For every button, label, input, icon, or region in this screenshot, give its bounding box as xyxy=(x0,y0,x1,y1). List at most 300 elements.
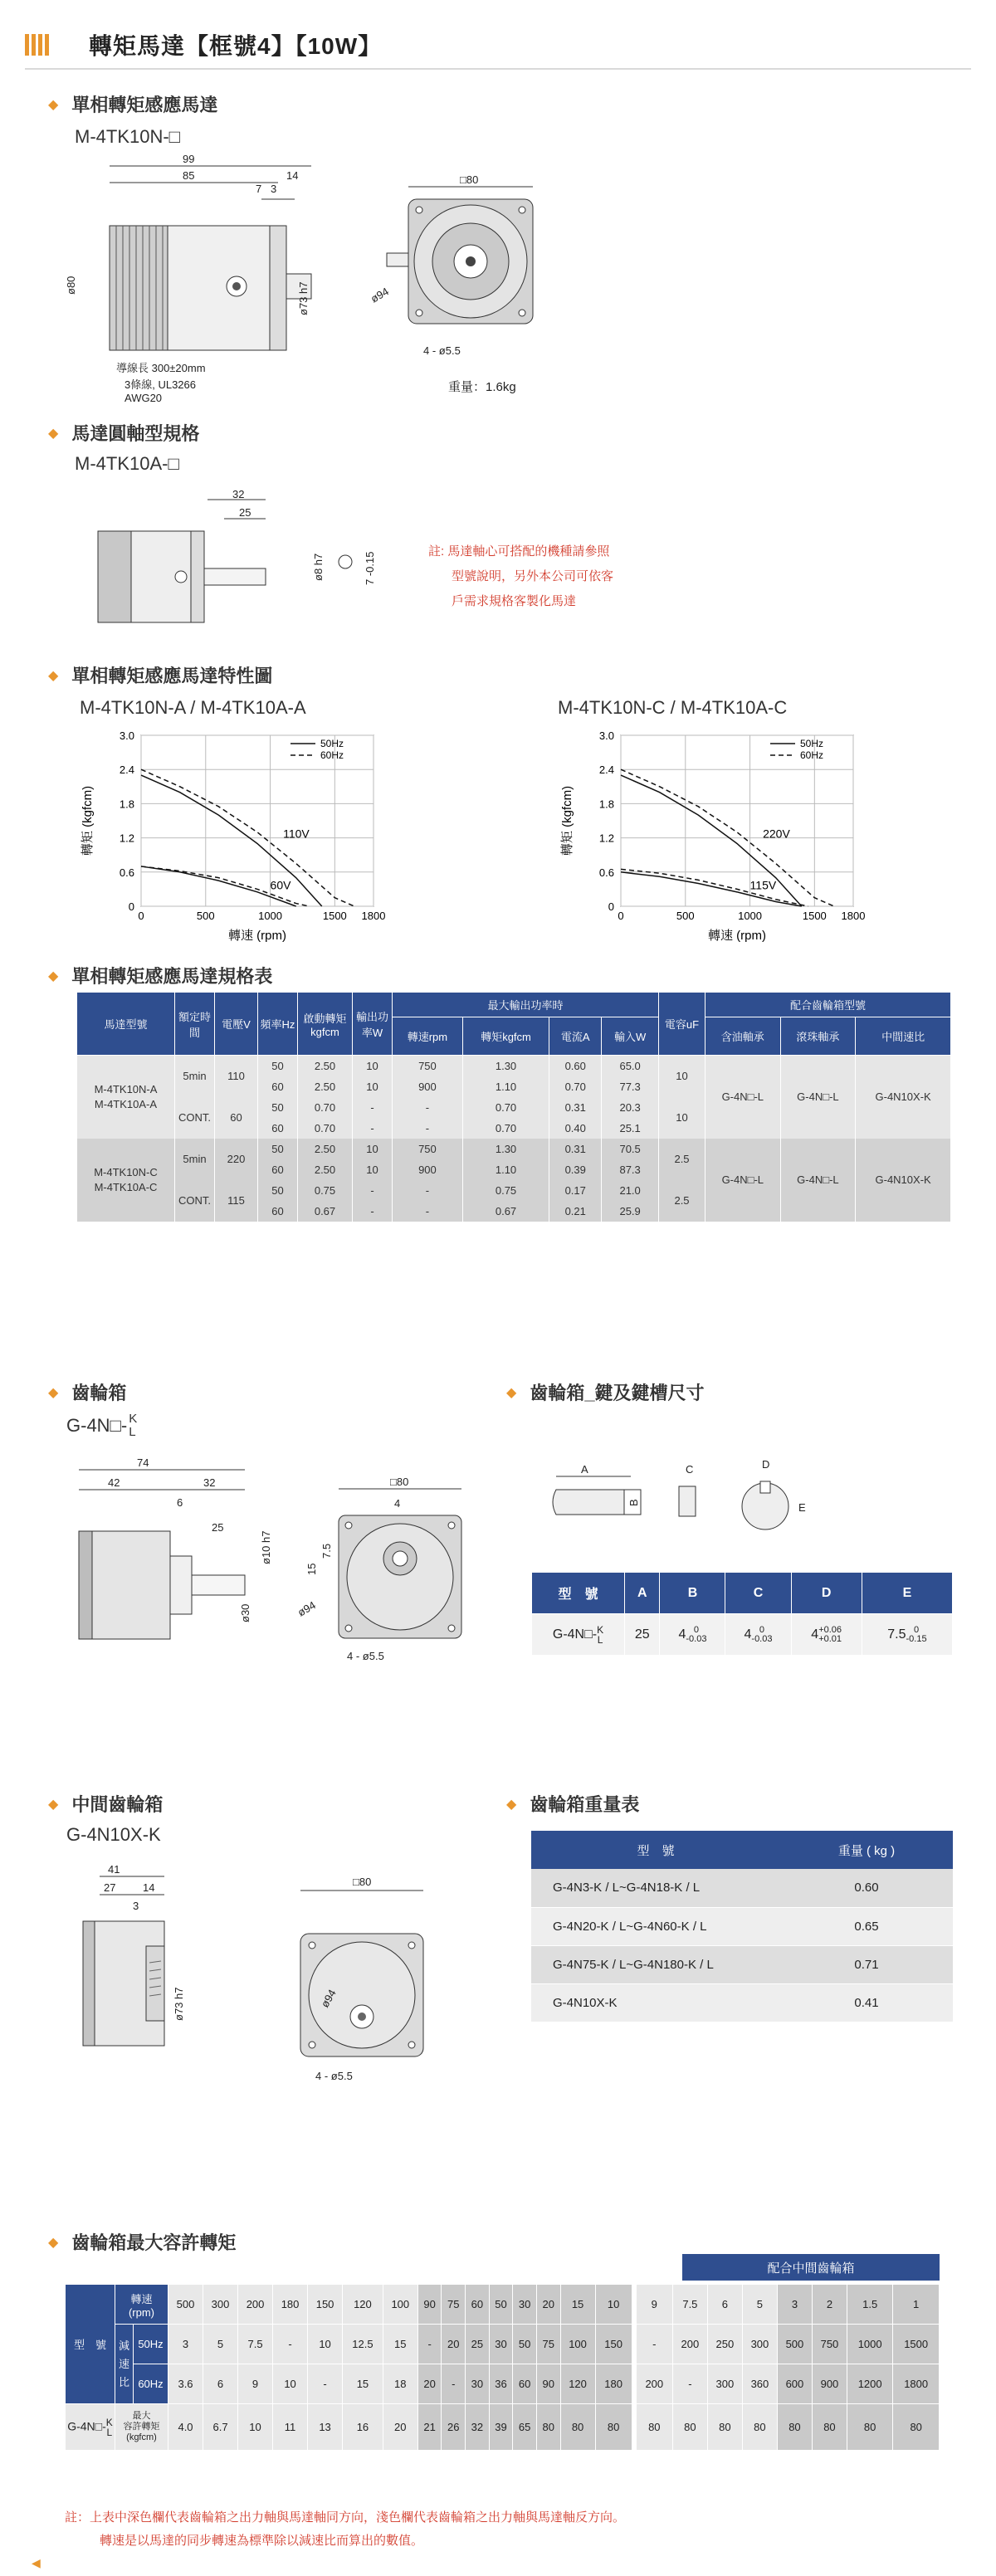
y-tick-label: 0 xyxy=(128,900,134,913)
tq-model-label: 型 號 xyxy=(66,2285,115,2404)
x-tick-label: 0 xyxy=(618,910,624,922)
ratio60-cell: 10 xyxy=(273,2364,308,2404)
dim-14: 14 xyxy=(286,169,299,182)
holes-label: 4 - ø5.5 xyxy=(423,344,461,357)
y-tick-label: 1.2 xyxy=(119,832,134,845)
col-g3: 中間速比 xyxy=(856,1017,951,1056)
spec-cap-cell: 2.5 xyxy=(659,1180,706,1222)
dim-7: 7 xyxy=(256,183,262,195)
section-title-text: 齒輪箱 xyxy=(71,1383,127,1403)
section-title-text: 齒輪箱_鍵及鍵槽尺寸 xyxy=(530,1383,705,1403)
weight-row xyxy=(531,1983,953,2022)
spec-cap-cell: 2.5 xyxy=(659,1139,706,1180)
speed-cell: 180 xyxy=(273,2285,308,2325)
speed-cell: 90 xyxy=(417,2285,442,2325)
ratio60-cell: 200 xyxy=(634,2364,673,2404)
dim-sq80: □80 xyxy=(353,1876,372,1888)
section-title-key xyxy=(506,1379,705,1405)
speed-label: 轉速 xyxy=(130,2292,153,2305)
spec-input-cell: 65.0 xyxy=(602,1056,659,1076)
torque-cell: 80 xyxy=(812,2404,847,2451)
midgear-side-drawing xyxy=(66,1863,232,2054)
spec-out-cell: 10 xyxy=(353,1056,393,1076)
motor-model: M-4TK10N-□ xyxy=(75,126,180,147)
spec-rated-cell: 5min xyxy=(175,1139,215,1180)
diamond-icon: ◆ xyxy=(48,426,59,441)
ratio60-cell: 6 xyxy=(203,2364,238,2404)
shaft-drawing xyxy=(83,490,432,631)
key-e-tol xyxy=(906,1626,926,1644)
ratio60-cell: 60 xyxy=(513,2364,537,2404)
dim-74: 74 xyxy=(137,1456,149,1469)
section-title-shaft xyxy=(48,420,199,446)
speed-cell: 5 xyxy=(742,2285,777,2325)
ratio50-cell: 75 xyxy=(536,2325,560,2364)
y-tick-label: 2.4 xyxy=(598,764,614,777)
ratio60-cell: 1800 xyxy=(893,2364,940,2404)
torque-cell: 80 xyxy=(847,2404,892,2451)
section-title-gearbox xyxy=(48,1379,126,1405)
spec-rated-cell: CONT. xyxy=(175,1180,215,1222)
key-c-base: 4 xyxy=(744,1627,752,1642)
shaft-note-line: 戶需求規格客製化馬達 xyxy=(452,594,577,608)
x-axis-label: 轉速 (rpm) xyxy=(708,929,766,943)
ratio60-cell: - xyxy=(308,2364,343,2404)
lead-awg: AWG20 xyxy=(124,392,163,404)
torque-cell: 80 xyxy=(560,2404,595,2451)
mid-gear-header: 配合中間齒輪箱 xyxy=(682,2254,940,2281)
torque-table xyxy=(65,2284,940,2451)
weight-model-cell: G-4N75-K / L~G-4N180-K / L xyxy=(531,1945,780,1983)
ratio50-cell: 250 xyxy=(707,2325,742,2364)
spec-gear-ball-cell: G-4N□-L xyxy=(780,1056,856,1139)
page-header xyxy=(25,28,382,61)
dim-80: ø80 xyxy=(65,276,77,295)
torque-cell: 10 xyxy=(238,2404,273,2451)
diamond-icon: ◆ xyxy=(48,968,59,983)
section-title-text: 齒輪箱最大容許轉矩 xyxy=(71,2232,237,2253)
y-tick-label: 1.8 xyxy=(119,798,134,811)
ratio50-cell: 12.5 xyxy=(343,2325,383,2364)
speed-unit: (rpm) xyxy=(128,2305,155,2319)
gearbox-model-suffix xyxy=(129,1412,137,1439)
ratio60-cell: 120 xyxy=(560,2364,595,2404)
legend-label: 60Hz xyxy=(800,749,824,761)
spec-cap-cell: 10 xyxy=(659,1056,706,1097)
col-model: 馬達型號 xyxy=(77,993,175,1056)
spec-rated-cell: CONT. xyxy=(175,1097,215,1139)
spec-out-cell: - xyxy=(353,1201,393,1222)
legend-label: 50Hz xyxy=(320,738,344,749)
torque-cell: 13 xyxy=(308,2404,343,2451)
x-tick-label: 1800 xyxy=(841,910,866,922)
weight-kg-cell: 0.60 xyxy=(780,1869,953,1907)
dim-30: ø30 xyxy=(239,1603,251,1622)
spec-out-cell: 10 xyxy=(353,1159,393,1180)
weight-table xyxy=(531,1831,953,2022)
gearbox-model-text: G-4N□- xyxy=(66,1415,128,1436)
weight-col-kg: 重量 ( kg ) xyxy=(780,1831,953,1869)
spec-model-cell: M-4TK10N-A M-4TK10A-A xyxy=(77,1056,175,1139)
dim-7p5: 7.5 xyxy=(320,1543,333,1559)
page-title: 轉矩馬達【框號4】【10W】 xyxy=(89,33,383,59)
x-tick-label: 1000 xyxy=(738,910,763,922)
spec-current-cell: 0.40 xyxy=(549,1118,602,1139)
diamond-icon: ◆ xyxy=(48,668,59,683)
spec-torque-cell: 1.10 xyxy=(462,1159,549,1180)
spec-start-cell: 0.70 xyxy=(298,1118,353,1139)
key-table xyxy=(531,1572,953,1656)
dim-6: 6 xyxy=(177,1496,183,1509)
voltage-label: 220V xyxy=(763,827,790,841)
spec-torque-cell: 0.75 xyxy=(462,1180,549,1201)
col-cap: 電容uF xyxy=(659,993,706,1056)
torque-cell: 16 xyxy=(343,2404,383,2451)
ratio60-cell: 90 xyxy=(536,2364,560,2404)
voltage-label: 115V xyxy=(749,878,777,892)
torque-cell: 20 xyxy=(383,2404,417,2451)
ratio50-cell: 100 xyxy=(560,2325,595,2364)
ratio60-cell: 20 xyxy=(417,2364,442,2404)
spec-speed-cell: - xyxy=(393,1180,463,1201)
col-volt: 電壓V xyxy=(215,993,258,1056)
speed-cell: 100 xyxy=(383,2285,417,2325)
spec-out-cell: 10 xyxy=(353,1076,393,1097)
key-e-base: 7.5 xyxy=(887,1627,906,1642)
key-d-tol xyxy=(818,1626,842,1644)
spec-current-cell: 0.70 xyxy=(549,1076,602,1097)
tq-60hz-label: 60Hz xyxy=(134,2364,168,2404)
voltage-label: 60V xyxy=(270,878,291,892)
dim-sq80: □80 xyxy=(390,1476,409,1488)
gearbox-model xyxy=(66,1412,137,1439)
y-tick-label: 0.6 xyxy=(119,866,134,879)
lead-length: 導線長 300±20mm xyxy=(116,362,206,374)
ratio50-cell: - xyxy=(417,2325,442,2364)
ratio50-cell: 7.5 xyxy=(238,2325,273,2364)
weight-model-cell: G-4N10X-K xyxy=(531,1983,780,2022)
key-b-tol xyxy=(686,1626,706,1644)
spec-out-cell: - xyxy=(353,1118,393,1139)
suffix-l: L xyxy=(106,2426,113,2438)
midgear-model: G-4N10X-K xyxy=(66,1824,161,1845)
dim-32: 32 xyxy=(203,1476,216,1489)
weight-row xyxy=(531,1907,953,1945)
suffix-k: K xyxy=(129,1412,138,1426)
dim-15: 15 xyxy=(305,1563,318,1575)
label-e: E xyxy=(798,1501,806,1514)
spec-start-cell: 2.50 xyxy=(298,1056,353,1076)
spec-start-cell: 2.50 xyxy=(298,1159,353,1180)
section-title-text: 單相轉矩感應馬達 xyxy=(71,95,218,115)
key-val-b xyxy=(660,1614,725,1656)
title-divider xyxy=(25,68,971,70)
key-val-a: 25 xyxy=(625,1614,660,1656)
holes-label: 4 - ø5.5 xyxy=(315,2070,353,2082)
spec-volt-cell: 220 xyxy=(215,1139,258,1180)
spec-volt-cell: 110 xyxy=(215,1056,258,1097)
ratio60-cell: 9 xyxy=(238,2364,273,2404)
spec-start-cell: 0.70 xyxy=(298,1097,353,1118)
legend-label: 60Hz xyxy=(320,749,344,761)
torque-cell: 11 xyxy=(273,2404,308,2451)
tq-gear-label xyxy=(66,2404,115,2451)
spec-gear-mid-cell: G-4N10X-K xyxy=(856,1056,951,1139)
x-tick-label: 0 xyxy=(138,910,144,922)
spec-torque-cell: 1.30 xyxy=(462,1056,549,1076)
x-axis-label: 轉速 (rpm) xyxy=(228,929,286,943)
dim-32: 32 xyxy=(232,488,245,500)
tol-up: 0 xyxy=(693,1624,699,1635)
torque-cell: 26 xyxy=(442,2404,466,2451)
key-row-model xyxy=(532,1614,625,1656)
dim-94: ø94 xyxy=(295,1598,318,1619)
x-tick-label: 1500 xyxy=(802,910,827,922)
ratio50-cell: 10 xyxy=(308,2325,343,2364)
dim-85: 85 xyxy=(183,169,195,182)
tq-speed-label xyxy=(115,2285,168,2325)
tol-down: -0.15 xyxy=(906,1633,927,1644)
key-drawing xyxy=(548,1456,896,1539)
shaft-note xyxy=(428,539,613,614)
key-model-text: G-4N□- xyxy=(552,1627,598,1642)
tol-up: +0.06 xyxy=(818,1624,842,1635)
key-col-a: A xyxy=(625,1573,660,1614)
x-tick-label: 1500 xyxy=(322,910,347,922)
key-col-e: E xyxy=(862,1573,952,1614)
ratio60-cell: 30 xyxy=(466,2364,490,2404)
col-current: 電流A xyxy=(549,1017,602,1056)
ratio50-cell: 3 xyxy=(168,2325,203,2364)
spec-gear-oil-cell: G-4N□-L xyxy=(706,1056,781,1139)
tq-50hz-label: 50Hz xyxy=(134,2325,168,2364)
torque-cell: 65 xyxy=(513,2404,537,2451)
y-axis-label: 轉矩 (kgfcm) xyxy=(560,785,574,856)
section-title-charts xyxy=(48,662,272,688)
weight-model-cell: G-4N3-K / L~G-4N18-K / L xyxy=(531,1869,780,1907)
spec-input-cell: 20.3 xyxy=(602,1097,659,1118)
col-g2: 滾珠軸承 xyxy=(780,1017,856,1056)
dim-41: 41 xyxy=(108,1863,120,1876)
ratio60-cell: 3.6 xyxy=(168,2364,203,2404)
spec-freq-cell: 50 xyxy=(258,1139,298,1159)
col-g1: 含油軸承 xyxy=(706,1017,781,1056)
dim-3: 3 xyxy=(133,1900,139,1912)
torque-cell: 32 xyxy=(466,2404,490,2451)
spec-speed-cell: 900 xyxy=(393,1076,463,1097)
spec-input-cell: 21.0 xyxy=(602,1180,659,1201)
dim-4: 4 xyxy=(394,1497,401,1510)
section-title-text: 馬達圓軸型規格 xyxy=(71,423,200,444)
diamond-icon: ◆ xyxy=(506,1797,517,1812)
ratio50-cell: - xyxy=(634,2325,673,2364)
ratio60-cell: - xyxy=(672,2364,707,2404)
lead-spec: 3條線, UL3266 xyxy=(124,378,196,391)
gearbox-front-drawing xyxy=(295,1476,490,1675)
shaft-model: M-4TK10A-□ xyxy=(75,453,179,474)
dim-25: 25 xyxy=(212,1521,224,1534)
col-start: 啟動轉矩kgfcm xyxy=(298,993,353,1056)
torque-note-line1: 註：上表中深色欄代表齒輪箱之出力軸與馬達軸同方向，淺色欄代表齒輪箱之出力軸與馬達軸反方向。 xyxy=(65,2510,626,2525)
spec-speed-cell: 750 xyxy=(393,1056,463,1076)
spec-current-cell: 0.17 xyxy=(549,1180,602,1201)
section-title-text: 單相轉矩感應馬達規格表 xyxy=(71,966,273,987)
label-b: B xyxy=(627,1499,640,1506)
section-title-text: 單相轉矩感應馬達特性圖 xyxy=(71,666,273,686)
col-torque: 轉矩kgfcm xyxy=(462,1017,549,1056)
chart-2-title: M-4TK10N-C / M-4TK10A-C xyxy=(558,697,788,718)
dim-99: 99 xyxy=(183,153,195,165)
spec-start-cell: 0.75 xyxy=(298,1180,353,1201)
spec-row xyxy=(77,1139,951,1159)
spec-current-cell: 0.39 xyxy=(549,1159,602,1180)
shaft-note-line: 註: 馬達軸心可搭配的機種請參照 xyxy=(428,544,610,559)
dim-8h7: ø8 h7 xyxy=(312,553,325,581)
spec-speed-cell: 750 xyxy=(393,1139,463,1159)
dim-27: 27 xyxy=(104,1881,116,1894)
key-col-model: 型 號 xyxy=(532,1573,625,1614)
ratio60-cell: 900 xyxy=(812,2364,847,2404)
y-tick-label: 1.2 xyxy=(598,832,614,845)
section-title-weight xyxy=(506,1791,639,1817)
dim-3: 3 xyxy=(271,183,277,195)
spec-input-cell: 70.5 xyxy=(602,1139,659,1159)
y-tick-label: 1.8 xyxy=(598,798,614,811)
spec-input-cell: 87.3 xyxy=(602,1159,659,1180)
suffix-k: K xyxy=(105,2416,113,2428)
spec-current-cell: 0.31 xyxy=(549,1139,602,1159)
dim-sq80: □80 xyxy=(460,173,479,186)
spec-gear-mid-cell: G-4N10X-K xyxy=(856,1139,951,1222)
spec-freq-cell: 60 xyxy=(258,1118,298,1139)
motor-side-drawing xyxy=(58,149,332,415)
x-tick-label: 500 xyxy=(196,910,215,922)
tol-down: -0.03 xyxy=(686,1633,707,1644)
spec-freq-cell: 50 xyxy=(258,1180,298,1201)
tq-ratio-label xyxy=(115,2325,134,2404)
back-arrow-icon[interactable]: ◀ xyxy=(32,2556,41,2569)
spec-torque-cell: 1.10 xyxy=(462,1076,549,1097)
speed-cell: 10 xyxy=(595,2285,634,2325)
ratio50-cell: 20 xyxy=(442,2325,466,2364)
dim-73h7: ø73 h7 xyxy=(173,1987,185,2021)
speed-cell: 9 xyxy=(634,2285,673,2325)
spec-rated-cell: 5min xyxy=(175,1056,215,1097)
x-tick-label: 1800 xyxy=(361,910,386,922)
diamond-icon: ◆ xyxy=(48,1385,59,1400)
col-speed: 轉速rpm xyxy=(393,1017,463,1056)
speed-cell: 120 xyxy=(343,2285,383,2325)
tq-maxtq-label: 最大 容許轉矩 (kgfcm) xyxy=(115,2404,168,2451)
ratio50-cell: 25 xyxy=(466,2325,490,2364)
speed-cell: 6 xyxy=(707,2285,742,2325)
weight-kg-cell: 0.41 xyxy=(780,1983,953,2022)
weight-kg-cell: 0.65 xyxy=(780,1907,953,1945)
key-col-c: C xyxy=(725,1573,791,1614)
spec-out-cell: 10 xyxy=(353,1139,393,1159)
ratio50-cell: - xyxy=(273,2325,308,2364)
spec-speed-cell: - xyxy=(393,1201,463,1222)
weight-row xyxy=(531,1945,953,1983)
title-accent-bars xyxy=(25,34,49,56)
key-d-base: 4 xyxy=(811,1627,819,1642)
tol-down: +0.01 xyxy=(818,1633,842,1644)
weight-row xyxy=(531,1869,953,1907)
speed-cell: 20 xyxy=(536,2285,560,2325)
voltage-label: 110V xyxy=(283,827,310,841)
midgear-front-drawing xyxy=(282,1876,448,2091)
section-title-midgear xyxy=(48,1791,163,1817)
col-input: 輸入W xyxy=(602,1017,659,1056)
spec-gear-ball-cell: G-4N□-L xyxy=(780,1139,856,1222)
spec-start-cell: 2.50 xyxy=(298,1139,353,1159)
ratio50-cell: 150 xyxy=(595,2325,634,2364)
ratio50-cell: 5 xyxy=(203,2325,238,2364)
spec-torque-cell: 1.30 xyxy=(462,1139,549,1159)
speed-cell: 30 xyxy=(513,2285,537,2325)
key-col-d: D xyxy=(791,1573,862,1614)
y-axis-label: 轉矩 (kgfcm) xyxy=(81,785,95,856)
ratio50-cell: 500 xyxy=(777,2325,812,2364)
key-model-suffix xyxy=(597,1625,603,1645)
speed-cell: 7.5 xyxy=(672,2285,707,2325)
spec-torque-cell: 0.67 xyxy=(462,1201,549,1222)
key-val-c xyxy=(725,1614,791,1656)
torque-cell: 80 xyxy=(777,2404,812,2451)
torque-cell: 80 xyxy=(707,2404,742,2451)
x-tick-label: 1000 xyxy=(258,910,283,922)
ratio60-cell: 1200 xyxy=(847,2364,892,2404)
speed-cell: 300 xyxy=(203,2285,238,2325)
holes-label: 4 - ø5.5 xyxy=(347,1650,384,1662)
diamond-icon: ◆ xyxy=(48,2235,59,2250)
torque-cell: 6.7 xyxy=(203,2404,238,2451)
ratio-c: 比 xyxy=(118,2375,129,2388)
ratio50-cell: 750 xyxy=(812,2325,847,2364)
diamond-icon: ◆ xyxy=(48,1797,59,1812)
tol-down: -0.03 xyxy=(751,1633,773,1644)
suffix-k: K xyxy=(597,1623,604,1636)
diamond-icon: ◆ xyxy=(506,1385,517,1400)
ratio-a: 減 xyxy=(118,2339,129,2352)
label-c: C xyxy=(686,1463,694,1476)
ratio-b: 速 xyxy=(118,2357,129,2370)
x-tick-label: 500 xyxy=(676,910,695,922)
motor-weight: 重量：1.6kg xyxy=(448,380,516,394)
spec-out-cell: - xyxy=(353,1180,393,1201)
col-out: 輸出功率W xyxy=(353,993,393,1056)
speed-cell: 2 xyxy=(812,2285,847,2325)
spec-freq-cell: 60 xyxy=(258,1076,298,1097)
ratio60-cell: 600 xyxy=(777,2364,812,2404)
gear-suffix xyxy=(106,2417,113,2437)
torque-cell: 80 xyxy=(893,2404,940,2451)
speed-cell: 60 xyxy=(466,2285,490,2325)
spec-input-cell: 77.3 xyxy=(602,1076,659,1097)
y-tick-label: 0 xyxy=(608,900,614,913)
dim-25: 25 xyxy=(239,506,251,519)
torque-note xyxy=(65,2506,625,2553)
tol-up: 0 xyxy=(913,1624,920,1635)
spec-speed-cell: 900 xyxy=(393,1159,463,1180)
key-c-tol xyxy=(751,1626,772,1644)
legend-label: 50Hz xyxy=(800,738,824,749)
spec-row xyxy=(77,1056,951,1076)
spec-gear-oil-cell: G-4N□-L xyxy=(706,1139,781,1222)
speed-cell: 500 xyxy=(168,2285,203,2325)
spec-torque-cell: 0.70 xyxy=(462,1097,549,1118)
torque-cell: 39 xyxy=(489,2404,513,2451)
